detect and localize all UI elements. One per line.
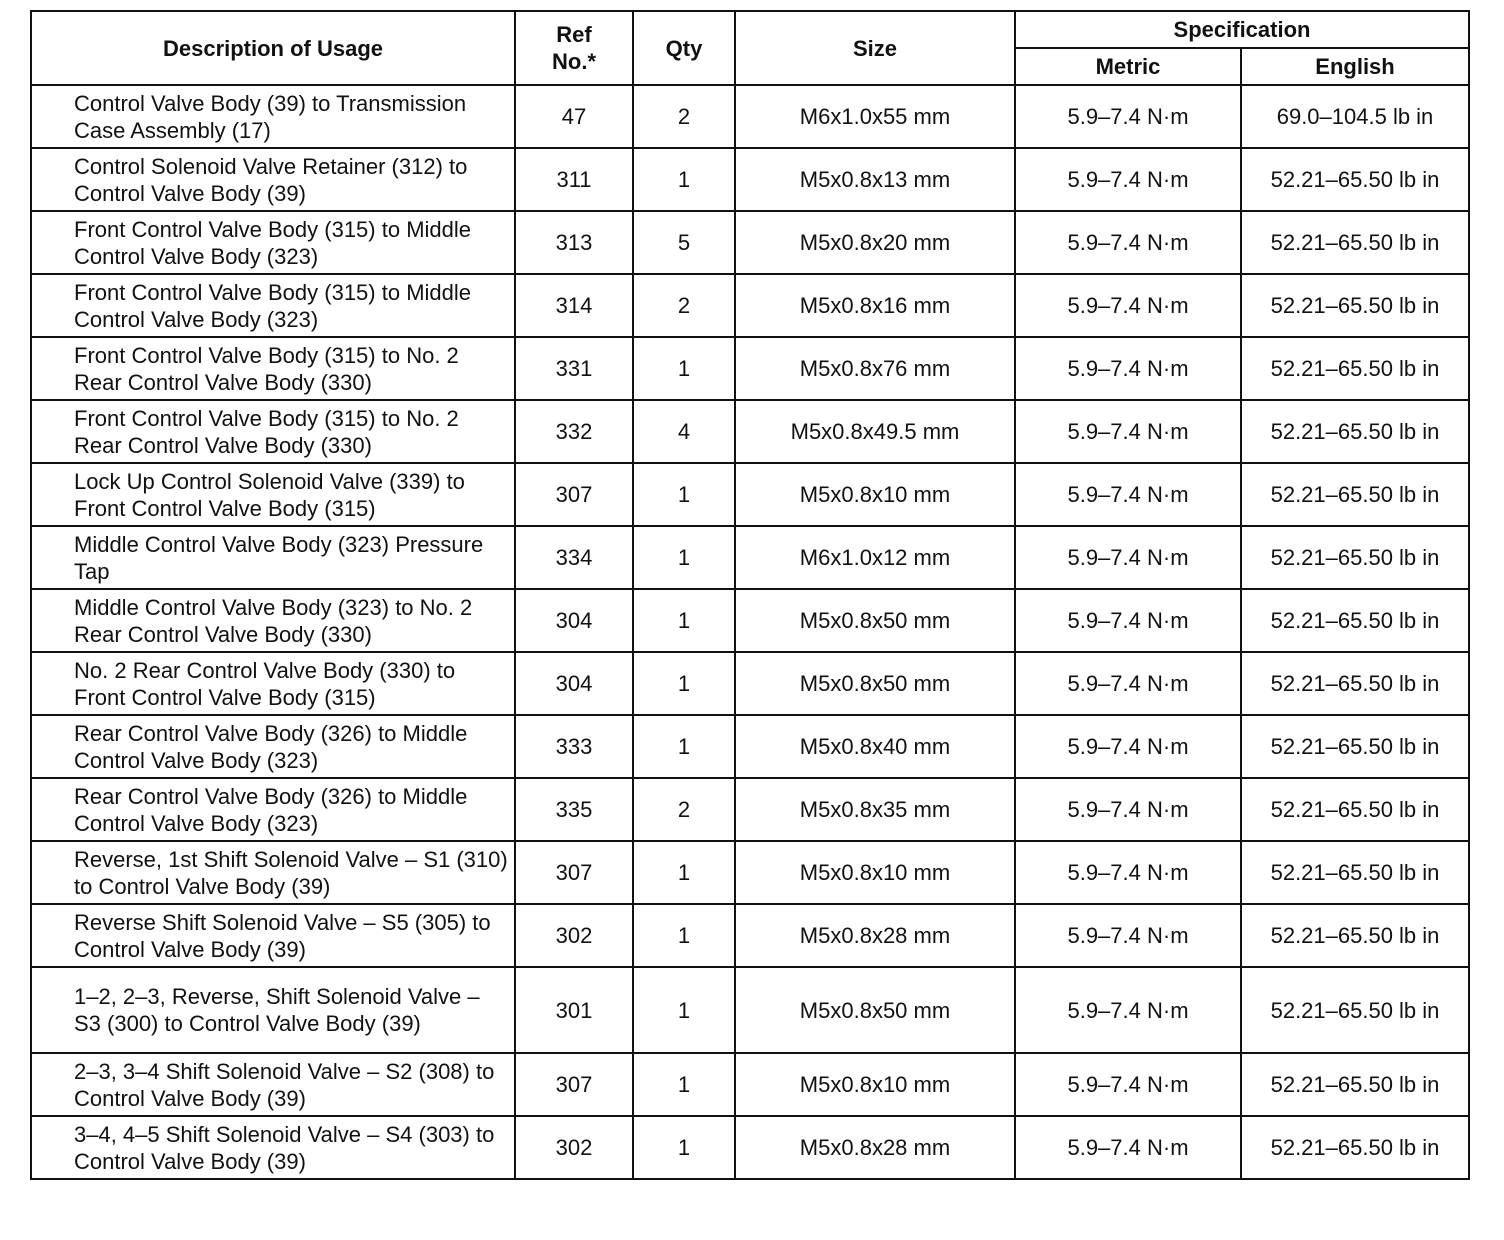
header-ref-no (515, 11, 633, 85)
cell-size: M5x0.8x40 mm (735, 715, 1015, 778)
cell-ref: 302 (515, 904, 633, 967)
cell-english: 52.21–65.50 lb in (1241, 904, 1469, 967)
cell-qty: 1 (633, 589, 735, 652)
cell-description: 3–4, 4–5 Shift Solenoid Valve – S4 (303) to Control Valve Body (39) (31, 1116, 515, 1179)
cell-qty: 2 (633, 274, 735, 337)
cell-size: M6x1.0x55 mm (735, 85, 1015, 148)
table-row (31, 841, 1469, 904)
cell-metric: 5.9–7.4 N·m (1015, 148, 1241, 211)
cell-english: 52.21–65.50 lb in (1241, 1116, 1469, 1179)
cell-qty: 1 (633, 337, 735, 400)
table-row (31, 337, 1469, 400)
cell-description: 2–3, 3–4 Shift Solenoid Valve – S2 (308) to Control Valve Body (39) (31, 1053, 515, 1116)
cell-metric: 5.9–7.4 N·m (1015, 778, 1241, 841)
cell-ref: 314 (515, 274, 633, 337)
cell-metric: 5.9–7.4 N·m (1015, 526, 1241, 589)
cell-description: Front Control Valve Body (315) to No. 2 Rear Control Valve Body (330) (31, 400, 515, 463)
table-row (31, 148, 1469, 211)
cell-ref: 302 (515, 1116, 633, 1179)
cell-metric: 5.9–7.4 N·m (1015, 1053, 1241, 1116)
table-row (31, 1053, 1469, 1116)
cell-description: Front Control Valve Body (315) to Middle Control Valve Body (323) (31, 274, 515, 337)
cell-description: Front Control Valve Body (315) to Middle Control Valve Body (323) (31, 211, 515, 274)
cell-metric: 5.9–7.4 N·m (1015, 400, 1241, 463)
cell-english: 52.21–65.50 lb in (1241, 463, 1469, 526)
header-ref-line1: Ref (556, 22, 592, 47)
table-row (31, 778, 1469, 841)
cell-ref: 301 (515, 967, 633, 1053)
cell-qty: 1 (633, 715, 735, 778)
cell-metric: 5.9–7.4 N·m (1015, 85, 1241, 148)
cell-ref: 307 (515, 841, 633, 904)
cell-description: Middle Control Valve Body (323) to No. 2 Rear Control Valve Body (330) (31, 589, 515, 652)
table-row (31, 274, 1469, 337)
table-row (31, 463, 1469, 526)
cell-size: M5x0.8x13 mm (735, 148, 1015, 211)
cell-english: 52.21–65.50 lb in (1241, 652, 1469, 715)
cell-description: Rear Control Valve Body (326) to Middle Control Valve Body (323) (31, 778, 515, 841)
cell-ref: 332 (515, 400, 633, 463)
cell-description: Reverse Shift Solenoid Valve – S5 (305) to Control Valve Body (39) (31, 904, 515, 967)
table-row (31, 1116, 1469, 1179)
cell-english: 52.21–65.50 lb in (1241, 526, 1469, 589)
cell-metric: 5.9–7.4 N·m (1015, 463, 1241, 526)
cell-qty: 2 (633, 778, 735, 841)
cell-qty: 1 (633, 1053, 735, 1116)
cell-ref: 311 (515, 148, 633, 211)
cell-qty: 4 (633, 400, 735, 463)
cell-ref: 331 (515, 337, 633, 400)
cell-description: Front Control Valve Body (315) to No. 2 Rear Control Valve Body (330) (31, 337, 515, 400)
cell-size: M5x0.8x20 mm (735, 211, 1015, 274)
cell-metric: 5.9–7.4 N·m (1015, 337, 1241, 400)
cell-qty: 5 (633, 211, 735, 274)
cell-size: M5x0.8x49.5 mm (735, 400, 1015, 463)
fastener-specification-table (30, 10, 1470, 1180)
cell-qty: 1 (633, 841, 735, 904)
header-qty: Qty (633, 11, 735, 85)
cell-ref: 334 (515, 526, 633, 589)
cell-description: Lock Up Control Solenoid Valve (339) to Front Control Valve Body (315) (31, 463, 515, 526)
cell-ref: 333 (515, 715, 633, 778)
cell-english: 52.21–65.50 lb in (1241, 589, 1469, 652)
cell-english: 52.21–65.50 lb in (1241, 778, 1469, 841)
cell-english: 52.21–65.50 lb in (1241, 1053, 1469, 1116)
header-english: English (1241, 48, 1469, 85)
cell-qty: 1 (633, 1116, 735, 1179)
cell-size: M5x0.8x10 mm (735, 463, 1015, 526)
table-row (31, 652, 1469, 715)
header-metric: Metric (1015, 48, 1241, 85)
cell-metric: 5.9–7.4 N·m (1015, 589, 1241, 652)
cell-english: 52.21–65.50 lb in (1241, 400, 1469, 463)
cell-english: 52.21–65.50 lb in (1241, 148, 1469, 211)
cell-metric: 5.9–7.4 N·m (1015, 1116, 1241, 1179)
cell-metric: 5.9–7.4 N·m (1015, 967, 1241, 1053)
cell-qty: 2 (633, 85, 735, 148)
cell-size: M5x0.8x10 mm (735, 841, 1015, 904)
cell-english: 52.21–65.50 lb in (1241, 274, 1469, 337)
cell-description: Rear Control Valve Body (326) to Middle Control Valve Body (323) (31, 715, 515, 778)
cell-size: M5x0.8x28 mm (735, 904, 1015, 967)
cell-size: M5x0.8x35 mm (735, 778, 1015, 841)
cell-ref: 304 (515, 589, 633, 652)
cell-qty: 1 (633, 967, 735, 1053)
cell-description: Middle Control Valve Body (323) Pressure Tap (31, 526, 515, 589)
cell-size: M6x1.0x12 mm (735, 526, 1015, 589)
header-description: Description of Usage (31, 11, 515, 85)
header-size: Size (735, 11, 1015, 85)
cell-english: 52.21–65.50 lb in (1241, 337, 1469, 400)
table-row (31, 526, 1469, 589)
cell-english: 52.21–65.50 lb in (1241, 211, 1469, 274)
cell-english: 52.21–65.50 lb in (1241, 841, 1469, 904)
cell-size: M5x0.8x76 mm (735, 337, 1015, 400)
cell-ref: 313 (515, 211, 633, 274)
cell-ref: 307 (515, 463, 633, 526)
cell-english: 52.21–65.50 lb in (1241, 715, 1469, 778)
cell-description: Control Solenoid Valve Retainer (312) to Control Valve Body (39) (31, 148, 515, 211)
table-row (31, 715, 1469, 778)
cell-size: M5x0.8x16 mm (735, 274, 1015, 337)
cell-metric: 5.9–7.4 N·m (1015, 904, 1241, 967)
cell-size: M5x0.8x28 mm (735, 1116, 1015, 1179)
cell-ref: 304 (515, 652, 633, 715)
cell-qty: 1 (633, 652, 735, 715)
cell-description: 1–2, 2–3, Reverse, Shift Solenoid Valve – S3 (300) to Control Valve Body (39) (31, 967, 515, 1053)
header-ref-line2: No.* (552, 49, 596, 74)
table-body (31, 85, 1469, 1179)
table-row (31, 904, 1469, 967)
cell-qty: 1 (633, 463, 735, 526)
table-row (31, 967, 1469, 1053)
cell-metric: 5.9–7.4 N·m (1015, 841, 1241, 904)
cell-english: 52.21–65.50 lb in (1241, 967, 1469, 1053)
header-specification: Specification (1015, 11, 1469, 48)
table-row (31, 211, 1469, 274)
cell-qty: 1 (633, 904, 735, 967)
cell-qty: 1 (633, 148, 735, 211)
cell-metric: 5.9–7.4 N·m (1015, 715, 1241, 778)
cell-description: No. 2 Rear Control Valve Body (330) to Front Control Valve Body (315) (31, 652, 515, 715)
cell-metric: 5.9–7.4 N·m (1015, 211, 1241, 274)
cell-description: Reverse, 1st Shift Solenoid Valve – S1 (310) to Control Valve Body (39) (31, 841, 515, 904)
cell-english: 69.0–104.5 lb in (1241, 85, 1469, 148)
table-row (31, 85, 1469, 148)
cell-description: Control Valve Body (39) to Transmission Case Assembly (17) (31, 85, 515, 148)
cell-qty: 1 (633, 526, 735, 589)
cell-size: M5x0.8x50 mm (735, 652, 1015, 715)
cell-ref: 47 (515, 85, 633, 148)
table-row (31, 589, 1469, 652)
cell-metric: 5.9–7.4 N·m (1015, 274, 1241, 337)
cell-size: M5x0.8x50 mm (735, 967, 1015, 1053)
cell-size: M5x0.8x10 mm (735, 1053, 1015, 1116)
cell-metric: 5.9–7.4 N·m (1015, 652, 1241, 715)
cell-ref: 335 (515, 778, 633, 841)
cell-ref: 307 (515, 1053, 633, 1116)
cell-size: M5x0.8x50 mm (735, 589, 1015, 652)
table-row (31, 400, 1469, 463)
